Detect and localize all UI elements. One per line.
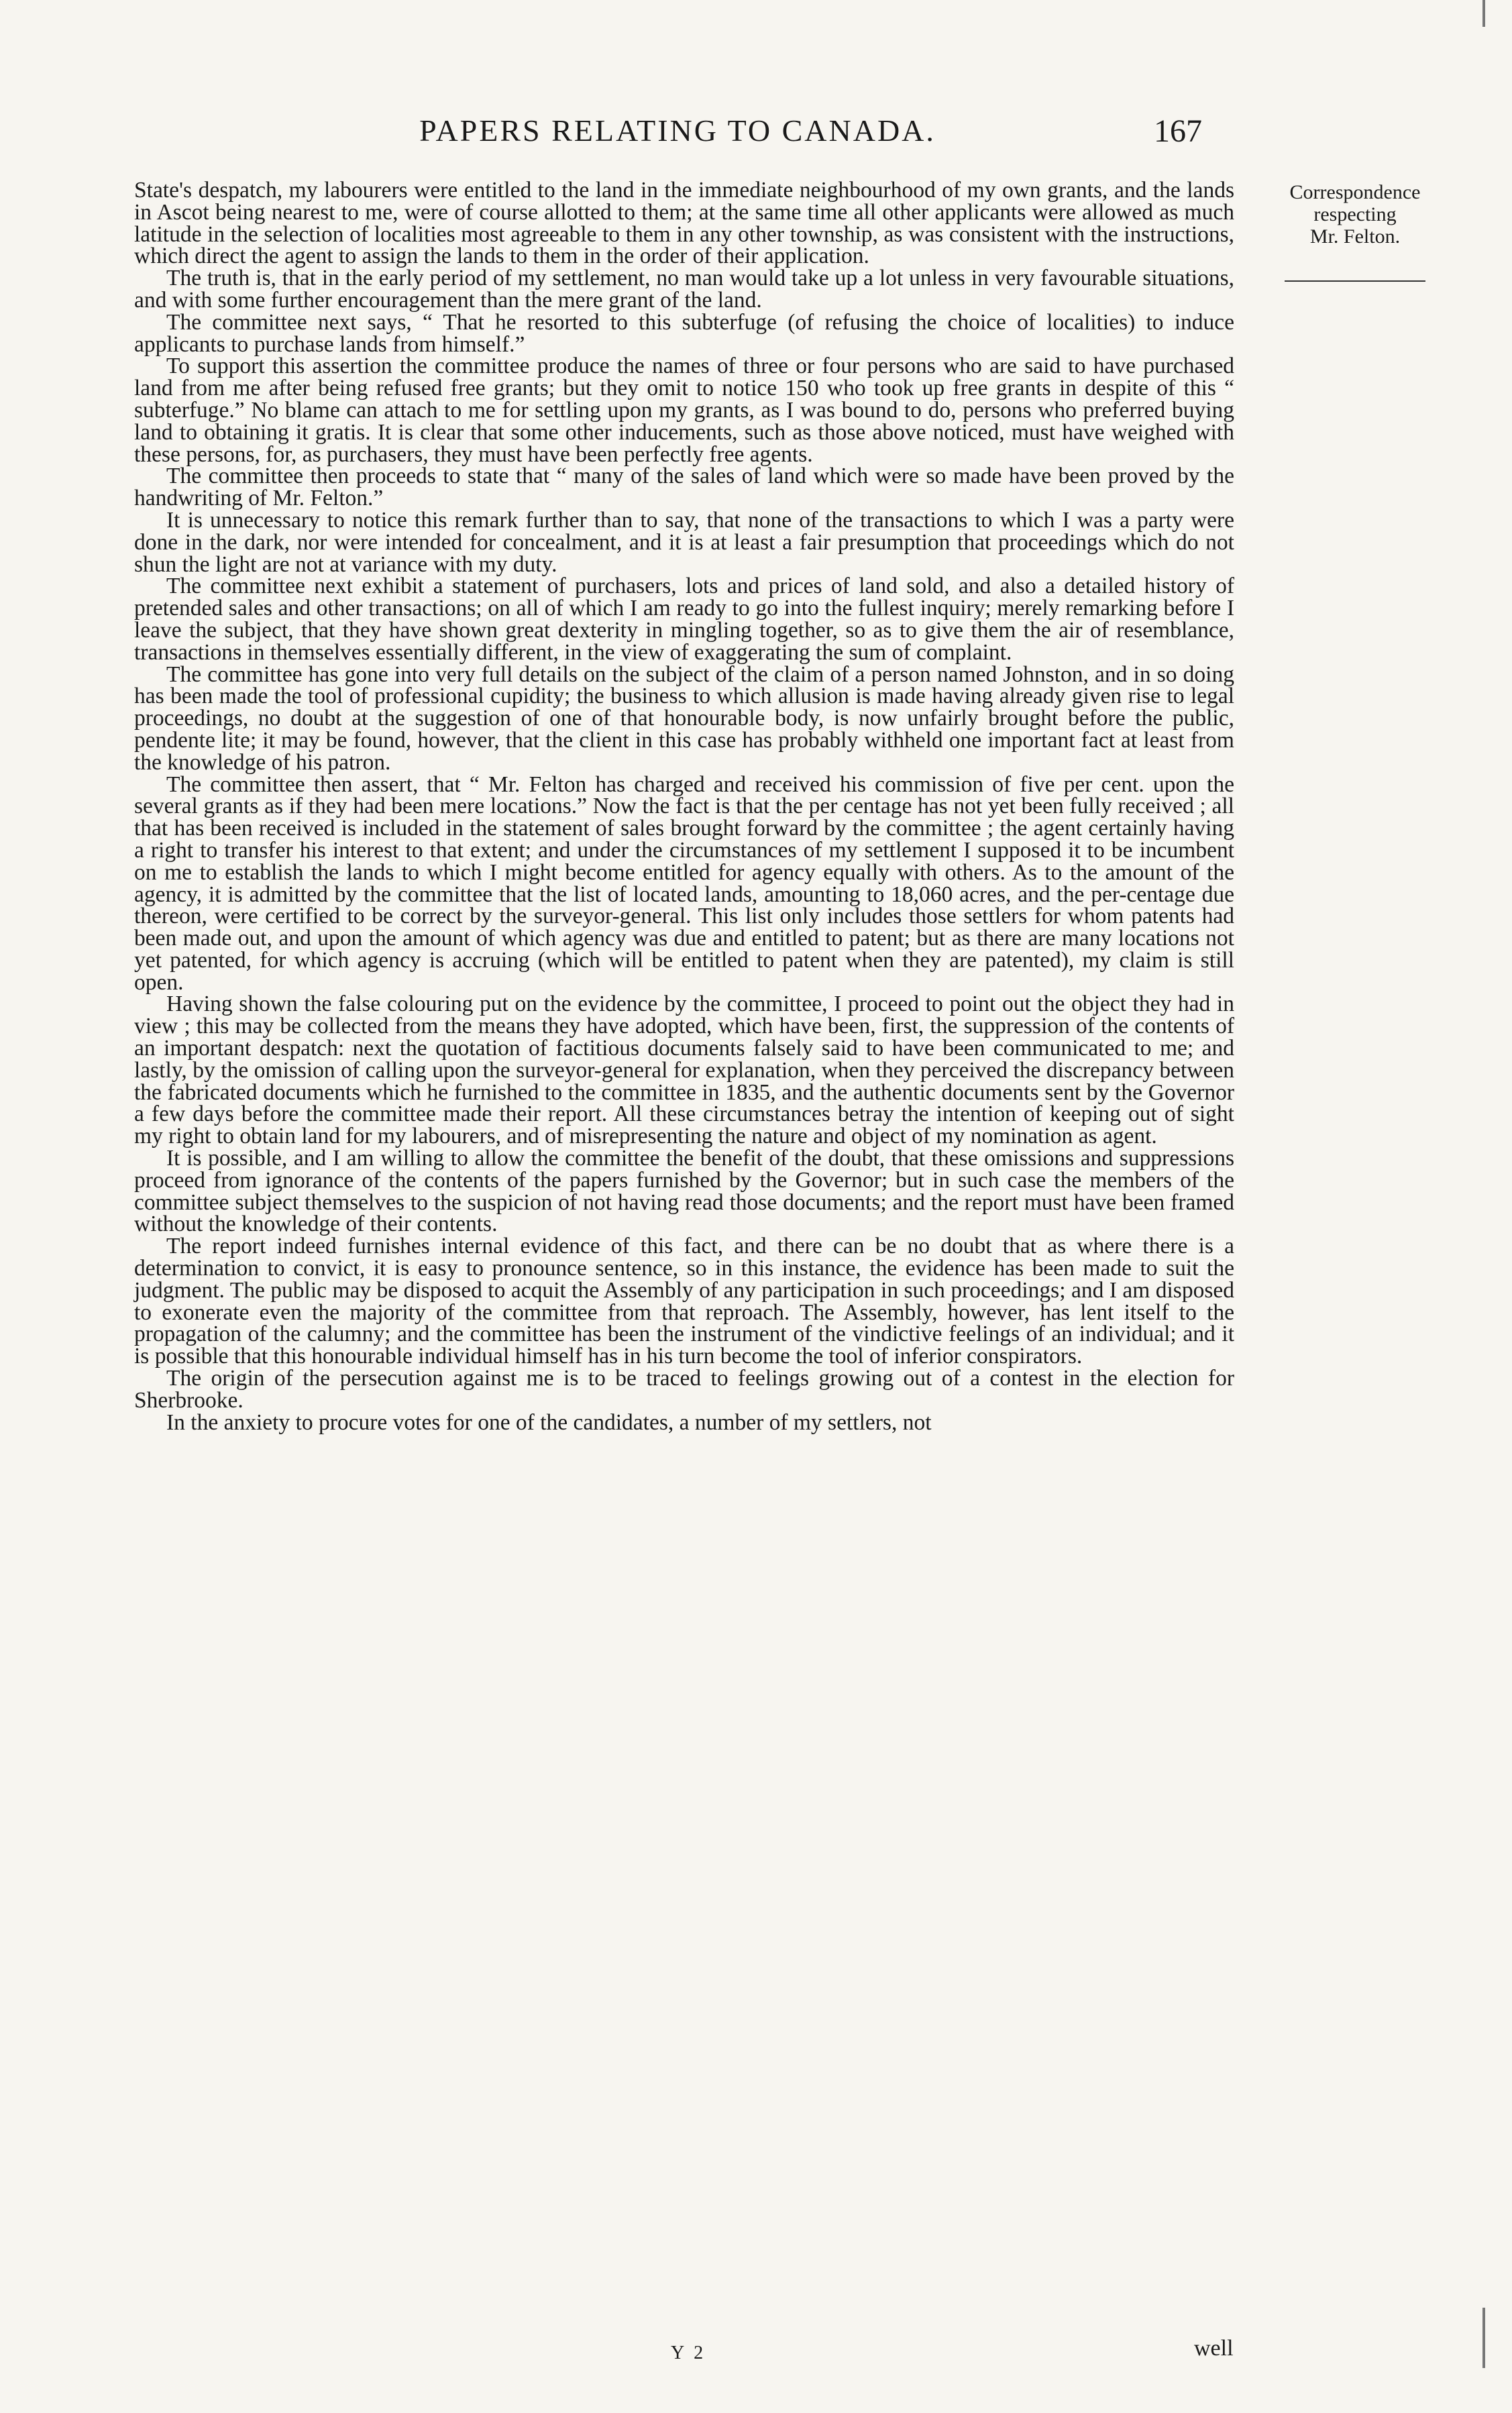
signature-mark: Y 2 xyxy=(671,2343,706,2363)
paragraph: The committee has gone into very full details on the subject of the claim of a person named Johnston, and in so doing has been made the tool of professional cupidity; the business to which allusion is made having already given rise to legal proceedings, no doubt at the suggestion of one of that honourable body, is now unfairly brought before the public, pendente lite; it may be found, however, that the client in this case has probably withheld one important fact at least from the knowledge of his patron. xyxy=(134,661,1234,775)
paragraph: The committee then assert, that “ Mr. Felton has charged and received his commission of five per cent. upon the several grants as if they had been mere locations.” Now the fact is that the per centage has not yet been fully received ; all that has been received is included in the statement of sales brought forward by the committee ; the agent certainly having a right to transfer his interest to that extent; and under the circumstances of my settlement I supposed it to be incumbent on me to establish the lands to which I might become entitled for agency equally with others. As to the amount of the agency, it is admitted by the committee that the list of located lands, amounting to 18,060 acres, and the per-centage due thereon, were certified to be correct by the surveyor-general. This list only includes those settlers for whom patents had been made out, and upon the amount of which agency was due and entitled to patent; but as there are many locations not yet patented, for which agency is accruing (which will be entitled to patent when they are patented), my claim is still open. xyxy=(134,771,1234,995)
paragraph: The committee next says, “ That he resorted to this subterfuge (of refusing the choice of localities) to induce applicants to purchase lands from himself.” xyxy=(134,309,1234,357)
paragraph: State's despatch, my labourers were entitled to the land in the immediate neighbourhood of my own grants, and the lands in Ascot being nearest to me, were of course allotted to them; at the same time all other applicants were allowed as much latitude in the selection of localities most agreeable to them in any other township, as was consistent with the instructions, which direct the agent to assign the lands to them in the order of their application. xyxy=(134,178,1234,269)
body-text xyxy=(134,180,1234,1434)
paragraph: It is unnecessary to notice this remark further than to say, that none of the transactions to which I was a party were done in the dark, nor were intended for concealment, and it is at least a fair presumption that proceedings which do not shun the light are not at variance with my duty. xyxy=(134,507,1234,577)
paragraph: In the anxiety to procure votes for one of the candidates, a number of my settlers, not xyxy=(166,1409,932,1435)
margin-note-line: Correspondence xyxy=(1289,181,1421,203)
paragraph: The origin of the persecution against me is to be traced to feelings growing out of a contest in the election for Sherbrooke. xyxy=(134,1366,1234,1413)
margin-note-line: Mr. Felton. xyxy=(1309,225,1401,248)
paragraph: The report indeed furnishes internal evidence of this fact, and there can be no doubt that as where there is a determination to convict, it is easy to pronounce sentence, so in this instance, the evidence has been made to suit the judgment. The public may be disposed to acquit the Assembly of any participation in such proceedings; and I am disposed to exonerate even the majority of the committee from that reproach. The Assembly, however, has lent itself to the propagation of the calumny; and the committee has been the instrument of the vindictive feelings of an individual; and it is possible that this honourable individual himself has in his turn become the tool of inferior conspirators. xyxy=(134,1234,1234,1369)
paragraph: It is possible, and I am willing to allow the committee the benefit of the doubt, that these omissions and suppressions proceed from ignorance of the contents of the papers furnished by the Governor; but in such case the members of the committee subject themselves to the suspicion of not having read those documents; and the report must have been framed without the knowledge of their contents. xyxy=(134,1146,1234,1237)
paragraph: The committee next exhibit a statement of purchasers, lots and prices of land sold, and also a detailed history of pretended sales and other transactions; on all of which I am ready to go into the fullest inquiry; merely remarking before I leave the subject, that they have shown great dexterity in mingling together, so as to give them the air of resemblance, transactions in themselves essentially different, in the view of exaggerating the sum of complaint. xyxy=(134,574,1234,665)
paragraph: The committee then proceeds to state that “ many of the sales of land which were so made have been proved by the handwriting of Mr. Felton.” xyxy=(134,464,1234,511)
paragraph: Having shown the false colouring put on the evidence by the committee, I proceed to point out the object they had in view ; this may be collected from the means they have adopted, which have been, first, the suppression of the contents of an important despatch: next the quotation of factitious documents falsely said to have been communicated to me; and lastly, by the omission of calling upon the surveyor-general for explanation, when they perceived the discrepancy between the fabricated documents which he furnished to the committee in 1835, and the authentic documents sent by the Governor a few days before the committee made their report. All these circumstances betray the intention of keeping out of sight my right to obtain land for my labourers, and of misrepresenting the nature and object of my nomination as agent. xyxy=(134,991,1234,1149)
catchword: well xyxy=(1194,2336,1234,2361)
edge-speck xyxy=(1482,2308,1485,2368)
paragraph: To support this assertion the committee produce the names of three or four persons who are said to have purchased land from me after being refused free grants; but they omit to notice 150 who took up free grants in despite of this “ subterfuge.” No blame can attach to me for settling upon my grants, as I was bound to do, persons who preferred buying land to obtaining it gratis. It is clear that some other inducements, such as those above noticed, must have weighed with these persons, for, as purchasers, they must have been perfectly free agents. xyxy=(134,354,1234,467)
margin-rule xyxy=(1285,280,1425,282)
running-title: PAPERS RELATING TO CANADA. xyxy=(419,113,936,148)
page-number: 167 xyxy=(1154,113,1202,149)
margin-note-line: respecting xyxy=(1313,203,1397,225)
paragraph: The truth is, that in the early period of my settlement, no man would take up a lot unless in very favourable situations, and with some further encouragement than the mere grant of the land. xyxy=(134,266,1234,313)
margin-note xyxy=(1248,181,1462,248)
edge-speck xyxy=(1482,0,1485,27)
